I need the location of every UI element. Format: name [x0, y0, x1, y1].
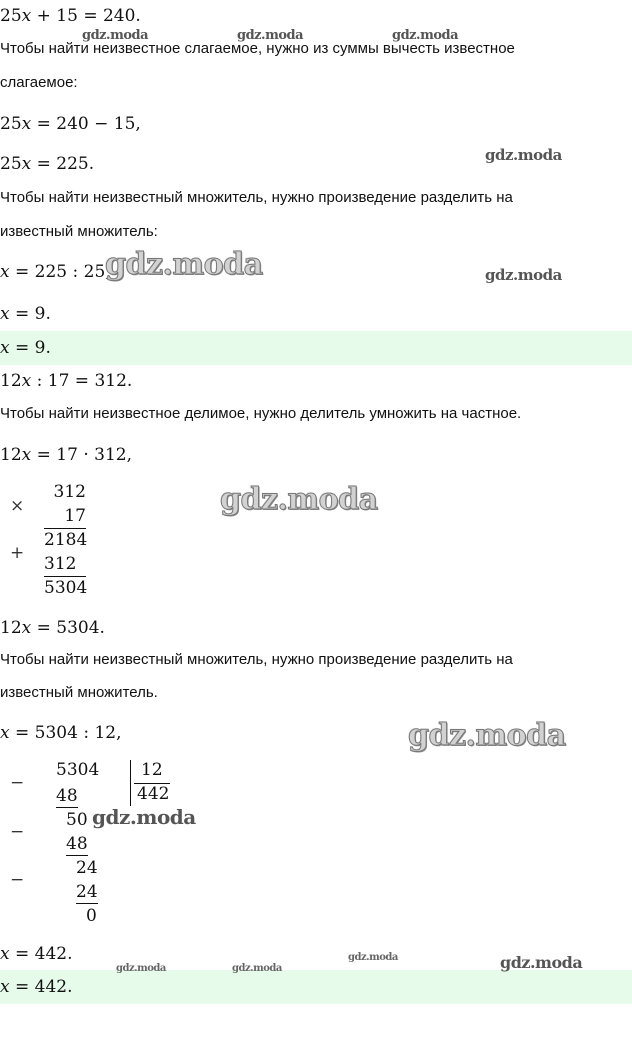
rule-text-4a: Чтобы найти неизвестный множитель, нужно произведение разделить на [0, 651, 513, 668]
minus-sign-3: − [10, 870, 25, 890]
div-remainder-1: 50 [66, 810, 88, 830]
rule-text-1a: Чтобы найти неизвестное слагаемое, нужно из суммы вычесть известное [0, 40, 515, 57]
watermark: gdz.moda [485, 266, 562, 284]
minus-sign-1: − [10, 773, 25, 793]
watermark: gdz.moda [92, 805, 196, 829]
watermark: gdz.moda [116, 963, 166, 974]
answer-band-1 [0, 331, 632, 365]
watermark: gdz.moda [220, 482, 378, 517]
equation-5: x = 9. [0, 304, 51, 324]
watermark: gdz.moda [82, 28, 149, 43]
equation-1: 25x + 15 = 240. [0, 6, 141, 26]
mult-partial-2: 312 [44, 554, 86, 577]
div-remainder-2: 24 [76, 858, 98, 878]
watermark: gdz.moda [232, 963, 282, 974]
watermark: gdz.moda [485, 146, 562, 164]
equation-9: x = 5304 : 12, [0, 723, 122, 743]
equation-3: 25x = 225. [0, 154, 95, 174]
mult-result: 5304 [44, 578, 88, 598]
div-subtract-1: 48 [56, 786, 78, 806]
rule-text-1b: слагаемое: [0, 74, 78, 91]
equation-7: 12x = 17 · 312, [0, 445, 132, 465]
rule-text-3: Чтобы найти неизвестное делимое, нужно делитель умножить на частное. [0, 405, 522, 422]
watermark: gdz.moda [392, 28, 459, 43]
div-remainder-3: 0 [86, 906, 97, 926]
equation-2: 25x = 240 − 15, [0, 114, 141, 134]
minus-sign-2: − [10, 822, 25, 842]
rule-text-2b: известный множитель: [0, 223, 158, 240]
div-dividend: 5304 [56, 760, 100, 780]
answer-2: x = 442. [0, 977, 73, 997]
div-subtract-3: 24 [76, 882, 98, 902]
watermark: gdz.moda [105, 247, 263, 282]
div-subtract-2: 48 [66, 834, 88, 854]
mult-factor-a: 312 [53, 482, 86, 502]
equation-4: x = 225 : 25, [0, 262, 111, 282]
equation-10: x = 442. [0, 944, 73, 964]
division-bar [130, 760, 131, 806]
watermark: gdz.moda [348, 952, 398, 963]
mult-factor-b: 17 [44, 506, 86, 529]
mult-partial-1: 2184 [44, 530, 88, 550]
watermark: gdz.moda [237, 28, 304, 43]
rule-text-4b: известный множитель. [0, 684, 158, 701]
rule-text-2a: Чтобы найти неизвестный множитель, нужно произведение разделить на [0, 189, 513, 206]
watermark: gdz.moda [500, 953, 583, 972]
times-sign: × [10, 496, 25, 516]
equation-6: 12x : 17 = 312. [0, 371, 133, 391]
equation-8: 12x = 5304. [0, 618, 105, 638]
watermark: gdz.moda [408, 718, 566, 753]
plus-sign: + [10, 543, 25, 563]
answer-1: x = 9. [0, 338, 51, 358]
answer-band-2 [0, 970, 632, 1004]
div-quotient: 442 [134, 783, 170, 804]
div-divisor: 12 [141, 760, 163, 780]
